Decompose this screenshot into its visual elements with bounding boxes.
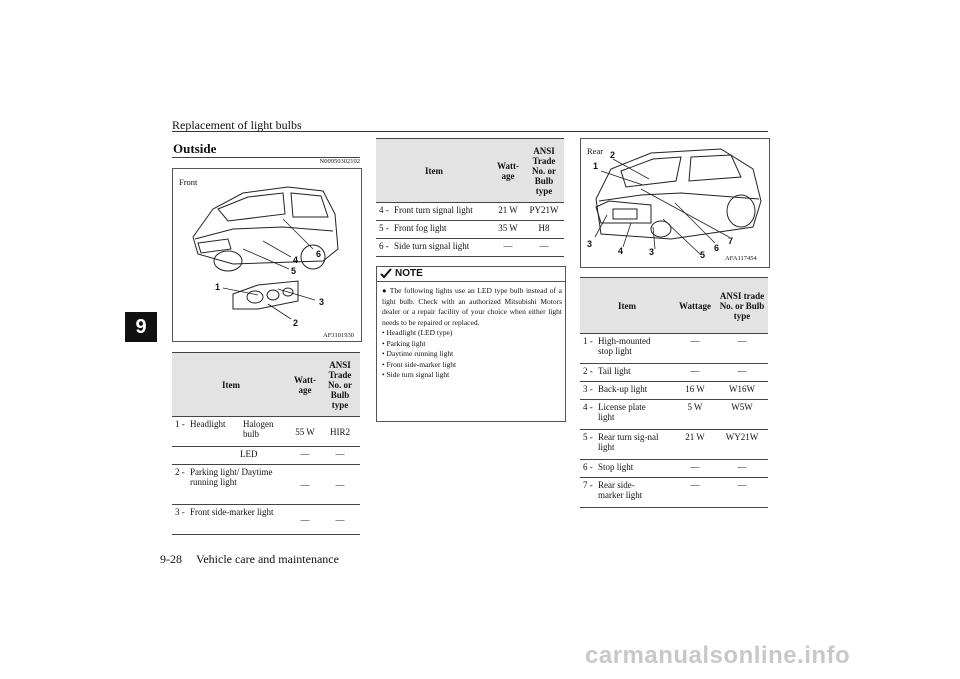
rear-header-wattage: Wattage bbox=[674, 278, 716, 334]
section-title: Outside bbox=[173, 141, 217, 156]
list-item: • Front side-marker light bbox=[382, 359, 457, 369]
mid-row-wattage: 21 W bbox=[492, 203, 524, 221]
note-header bbox=[377, 267, 565, 282]
front-callout-6: 6 bbox=[316, 249, 322, 259]
rear-row-item: Rear turn sig-nal light bbox=[598, 432, 659, 452]
rear-row-wattage: 5 W bbox=[674, 400, 716, 430]
front-row-item: Front side-marker light bbox=[190, 507, 274, 517]
rear-header-ansi: ANSI trade No. or Bulb type bbox=[716, 278, 768, 334]
note-box bbox=[376, 266, 566, 422]
front-callout-1: 1 bbox=[215, 282, 221, 292]
rear-row-wattage: — bbox=[674, 460, 716, 478]
rear-row-wattage: 16 W bbox=[674, 382, 716, 400]
rear-callout-4: 4 bbox=[618, 246, 624, 256]
rear-row-item: License plate light bbox=[598, 402, 646, 422]
bullet-icon: ● bbox=[382, 286, 388, 295]
rear-row-wattage: — bbox=[674, 364, 716, 382]
page-footer bbox=[160, 552, 353, 567]
rear-callout-7: 7 bbox=[728, 236, 734, 246]
rear-callout-2: 2 bbox=[610, 150, 616, 160]
rear-header-item: Item bbox=[580, 278, 674, 334]
table-row: 5 - Rear turn sig-nal light 21 W WY21W bbox=[580, 430, 768, 460]
front-car-illustration bbox=[173, 169, 361, 341]
front-row-wattage: — bbox=[290, 505, 320, 535]
table-row: 6 - Side turn signal light — — bbox=[376, 239, 564, 257]
rear-row-ansi: WY21W bbox=[716, 430, 768, 460]
note-body bbox=[382, 286, 562, 381]
list-item: • Parking light bbox=[382, 338, 426, 348]
watermark: carmanualsonline.info bbox=[585, 642, 851, 669]
mid-bulb-table bbox=[376, 138, 564, 257]
mid-row-ansi: PY21W bbox=[524, 203, 564, 221]
chapter-tab: 9 bbox=[125, 312, 157, 342]
mid-row-item: Front fog light bbox=[394, 223, 447, 233]
mid-row-wattage: — bbox=[492, 239, 524, 257]
front-row-ansi: — bbox=[320, 447, 360, 465]
rear-row-item: Back-up light bbox=[598, 384, 648, 394]
section-code: N00950302102 bbox=[319, 158, 360, 165]
front-figure bbox=[172, 168, 362, 342]
mid-header-ansi: ANSI Trade No. or Bulb type bbox=[524, 139, 564, 203]
table-row bbox=[172, 447, 360, 465]
front-row-ansi: — bbox=[320, 505, 360, 535]
rear-row-ansi: W16W bbox=[716, 382, 768, 400]
table-row: 1 - Headlight Halogen bulb 55 W HIR2 bbox=[172, 417, 360, 447]
front-row-subtype: Halogen bulb bbox=[243, 419, 274, 439]
rear-row-wattage: — bbox=[674, 478, 716, 508]
front-callout-5: 5 bbox=[291, 266, 297, 276]
front-row-subtype: LED bbox=[172, 447, 290, 465]
footer-section: Vehicle care and maintenance bbox=[196, 552, 339, 566]
list-item: • Daytime running light bbox=[382, 349, 454, 358]
list-item: • Side turn signal light bbox=[382, 370, 450, 379]
front-row-wattage: 55 W bbox=[290, 417, 320, 447]
header-rule bbox=[172, 131, 768, 132]
rear-callout-1: 1 bbox=[593, 161, 599, 171]
front-bulb-table bbox=[172, 352, 360, 535]
rear-callout-5: 5 bbox=[700, 250, 706, 260]
rear-figure-label: Rear bbox=[587, 146, 604, 156]
rear-row-item: High-mounted stop light bbox=[598, 336, 651, 356]
rear-row-ansi: — bbox=[716, 364, 768, 382]
front-figure-code: AF3101930 bbox=[323, 332, 355, 339]
rear-figure-code: AFA117454 bbox=[725, 255, 757, 262]
front-row-wattage: — bbox=[290, 465, 320, 505]
rear-row-ansi: — bbox=[716, 460, 768, 478]
rear-figure bbox=[580, 138, 770, 268]
front-header-item: Item bbox=[172, 353, 290, 417]
list-item: • Headlight (LED type) bbox=[382, 328, 453, 337]
table-row: 5 - Front fog light 35 W H8 bbox=[376, 221, 564, 239]
front-callout-2: 2 bbox=[293, 318, 299, 328]
mid-row-wattage: 35 W bbox=[492, 221, 524, 239]
page-header-title: Replacement of light bulbs bbox=[172, 118, 302, 132]
mid-row-item: Side turn signal light bbox=[394, 241, 470, 251]
front-figure-label: Front bbox=[179, 177, 198, 187]
front-callout-3: 3 bbox=[319, 297, 325, 307]
front-row-wattage: — bbox=[290, 447, 320, 465]
rear-bulb-table bbox=[580, 277, 768, 508]
table-row: 4 - Front turn signal light 21 W PY21W bbox=[376, 203, 564, 221]
front-row-ansi: — bbox=[320, 465, 360, 505]
note-text: The following lights use an LED type bulb instead of a light bulb. Check with an authorized Mitsubishi Motors dealer or a repair facility of your choice when either light needs to be repaired or replaced. bbox=[382, 286, 562, 327]
rear-row-ansi: W5W bbox=[716, 400, 768, 430]
rear-callout-6: 6 bbox=[714, 243, 720, 253]
rear-row-wattage: — bbox=[674, 334, 716, 364]
rear-row-wattage: 21 W bbox=[674, 430, 716, 460]
mid-row-ansi: H8 bbox=[524, 221, 564, 239]
pencil-check-icon bbox=[380, 268, 393, 282]
rear-callout-3a: 3 bbox=[587, 239, 593, 249]
front-row-item: Headlight bbox=[190, 419, 226, 429]
page-number: 9-28 bbox=[160, 552, 182, 566]
table-row: 1 - High-mounted stop light — — bbox=[580, 334, 768, 364]
table-row: 4 - License plate light 5 W W5W bbox=[580, 400, 768, 430]
table-row: 2 - Parking light/ Daytime running light — — bbox=[172, 465, 360, 505]
mid-header-item: Item bbox=[376, 139, 492, 203]
front-header-ansi: ANSI Trade No. or Bulb type bbox=[320, 353, 360, 417]
table-row: 2 - Tail light — — bbox=[580, 364, 768, 382]
front-callout-4: 4 bbox=[293, 255, 299, 265]
table-row: 7 - Rear side-marker light — — bbox=[580, 478, 768, 508]
mid-row-item: Front turn signal light bbox=[394, 205, 473, 215]
table-row: 3 - Front side-marker light — — bbox=[172, 505, 360, 535]
mid-row-ansi: — bbox=[524, 239, 564, 257]
rear-callout-3b: 3 bbox=[649, 247, 655, 257]
front-row-item: Parking light/ Daytime running light bbox=[190, 467, 273, 487]
rear-row-item: Stop light bbox=[598, 462, 634, 472]
table-row: 6 - Stop light — — bbox=[580, 460, 768, 478]
note-label: NOTE bbox=[395, 268, 423, 279]
front-row-ansi: HIR2 bbox=[320, 417, 360, 447]
rear-row-ansi: — bbox=[716, 334, 768, 364]
front-header-wattage: Watt-age bbox=[290, 353, 320, 417]
mid-header-wattage: Watt-age bbox=[492, 139, 524, 203]
rear-row-item: Tail light bbox=[598, 366, 631, 376]
table-row: 3 - Back-up light 16 W W16W bbox=[580, 382, 768, 400]
rear-row-ansi: — bbox=[716, 478, 768, 508]
rear-row-item: Rear side-marker light bbox=[598, 480, 643, 500]
